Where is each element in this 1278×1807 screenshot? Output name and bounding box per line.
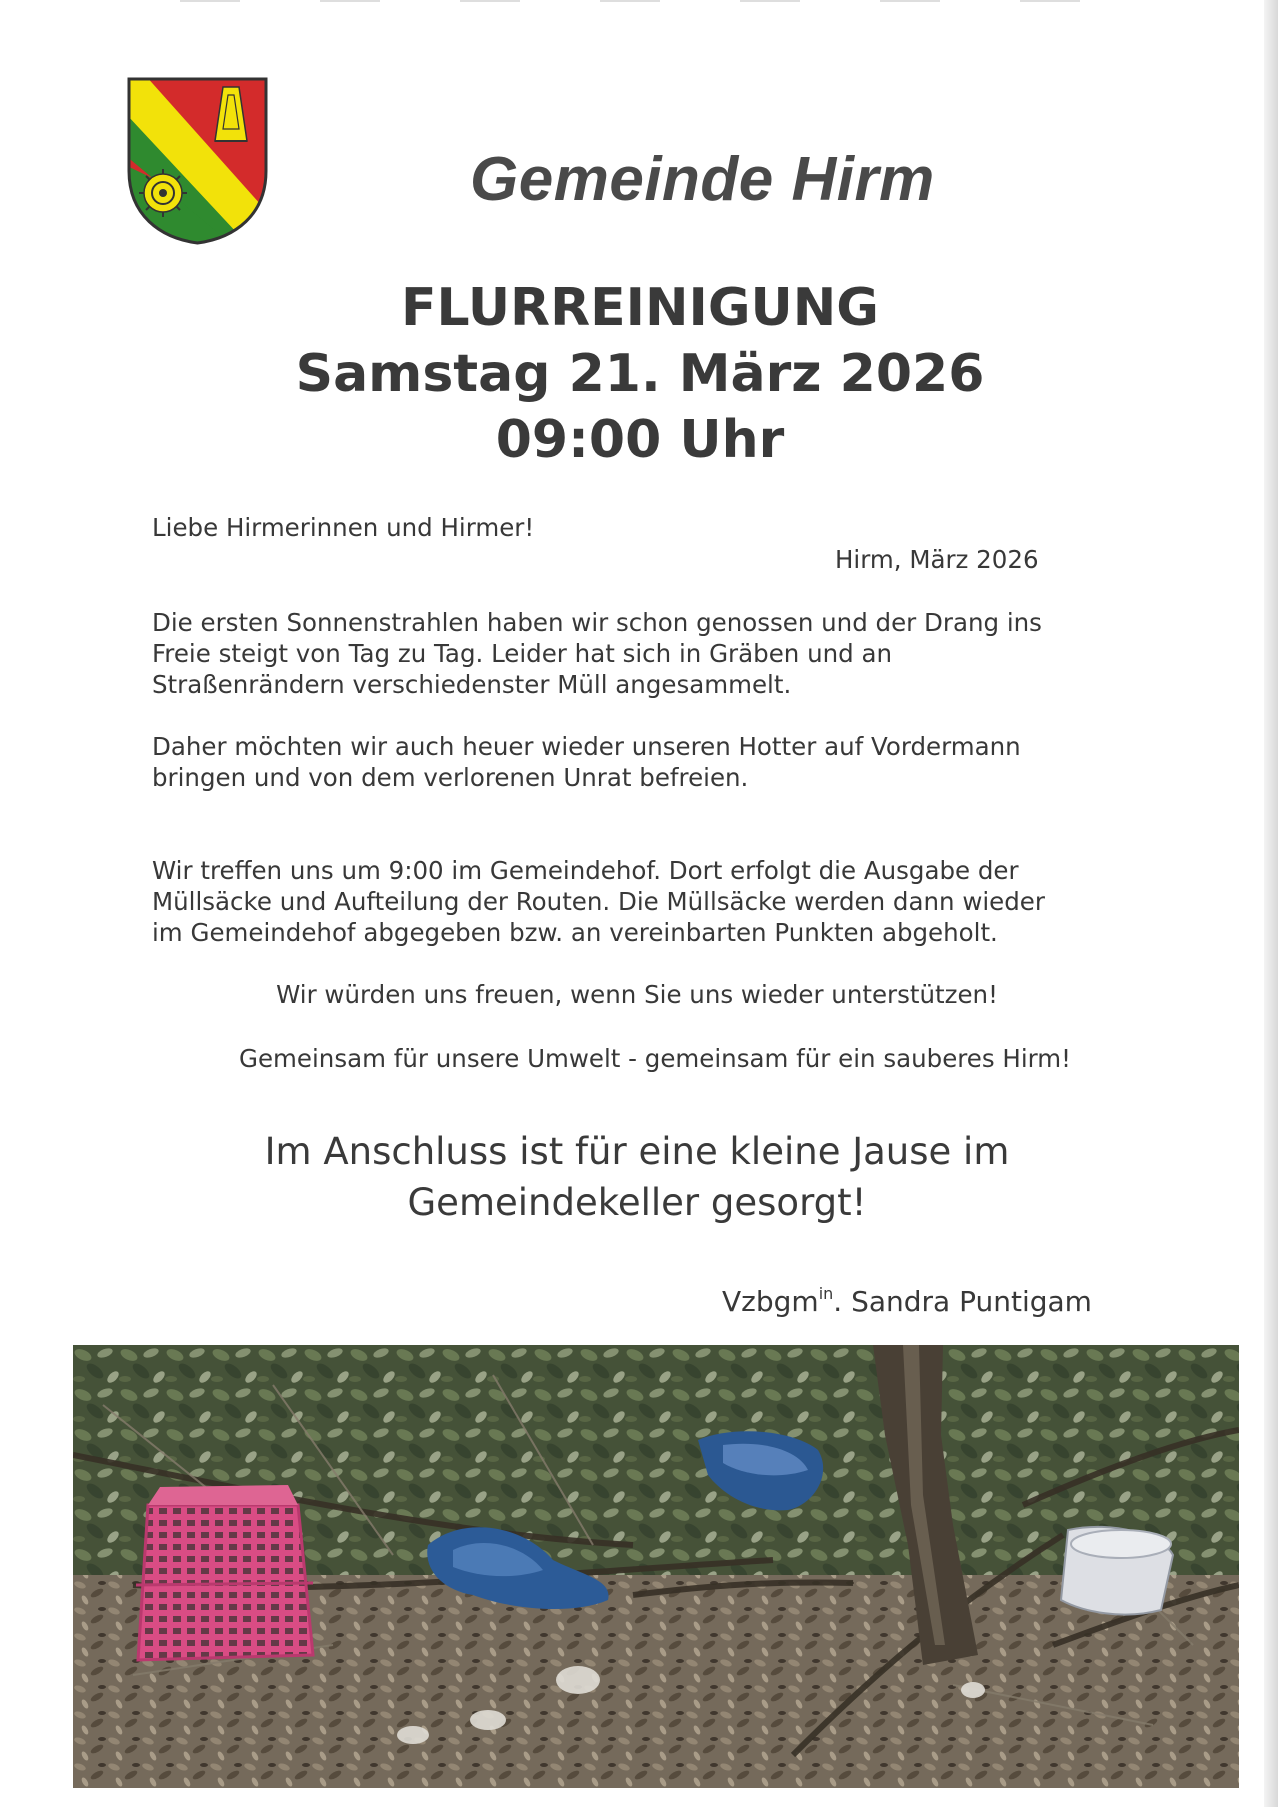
photo-illustration	[73, 1345, 1239, 1788]
signature-title: Vzbgm	[722, 1285, 819, 1318]
page-edge	[1264, 0, 1278, 1807]
paragraph-line: im Gemeindehof abgegeben bzw. an vereinbarten Punkten abgeholt.	[152, 918, 998, 947]
paragraph-line: Freie steigt von Tag zu Tag. Leider hat sich in Gräben und an	[152, 639, 893, 668]
paragraph-intro	[152, 607, 1132, 700]
paragraph-line: Straßenrändern verschiedenster Müll angesammelt.	[152, 670, 792, 699]
paragraph-line: Daher möchten wir auch heuer wieder unseren Hotter auf Vordermann	[152, 732, 1021, 761]
paragraph-line: Die ersten Sonnenstrahlen haben wir schon genossen und der Drang ins	[152, 608, 1042, 637]
paragraph-meeting	[152, 855, 1132, 948]
event-time: 09:00 Uhr	[495, 410, 785, 470]
scan-artifact	[180, 0, 1130, 2]
paragraph-line: Müllsäcke und Aufteilung der Routen. Die Müllsäcke werden dann wieder	[152, 887, 1045, 916]
paragraph-line: Wir treffen uns um 9:00 im Gemeindehof. Dort erfolgt die Ausgabe der	[152, 856, 1019, 885]
event-title	[160, 275, 1120, 475]
litter-in-undergrowth-photo	[73, 1345, 1239, 1788]
coat-of-arms-icon	[125, 75, 270, 247]
signature-name: . Sandra Puntigam	[833, 1285, 1092, 1318]
event-date: Samstag 21. März 2026	[295, 344, 985, 404]
signature-title-suffix: in	[818, 1284, 834, 1303]
support-request: Wir würden uns freuen, wenn Sie uns wieder unterstützen!	[276, 980, 998, 1009]
paragraph-purpose	[152, 731, 1132, 793]
paragraph-line: bringen und von dem verlorenen Unrat befreien.	[152, 763, 749, 792]
announcement-line: Gemeindekeller gesorgt!	[407, 1181, 867, 1224]
announcement-line: Im Anschluss ist für eine kleine Jause im	[264, 1130, 1010, 1173]
event-name: FLURREINIGUNG	[401, 278, 879, 338]
place-date: Hirm, März 2026	[835, 545, 1039, 574]
motto: Gemeinsam für unsere Umwelt - gemeinsam für ein sauberes Hirm!	[239, 1044, 1071, 1073]
municipality-name: Gemeinde Hirm	[470, 145, 935, 214]
salutation: Liebe Hirmerinnen und Hirmer!	[152, 513, 535, 542]
snack-announcement	[152, 1126, 1122, 1228]
signature	[722, 1276, 1142, 1320]
